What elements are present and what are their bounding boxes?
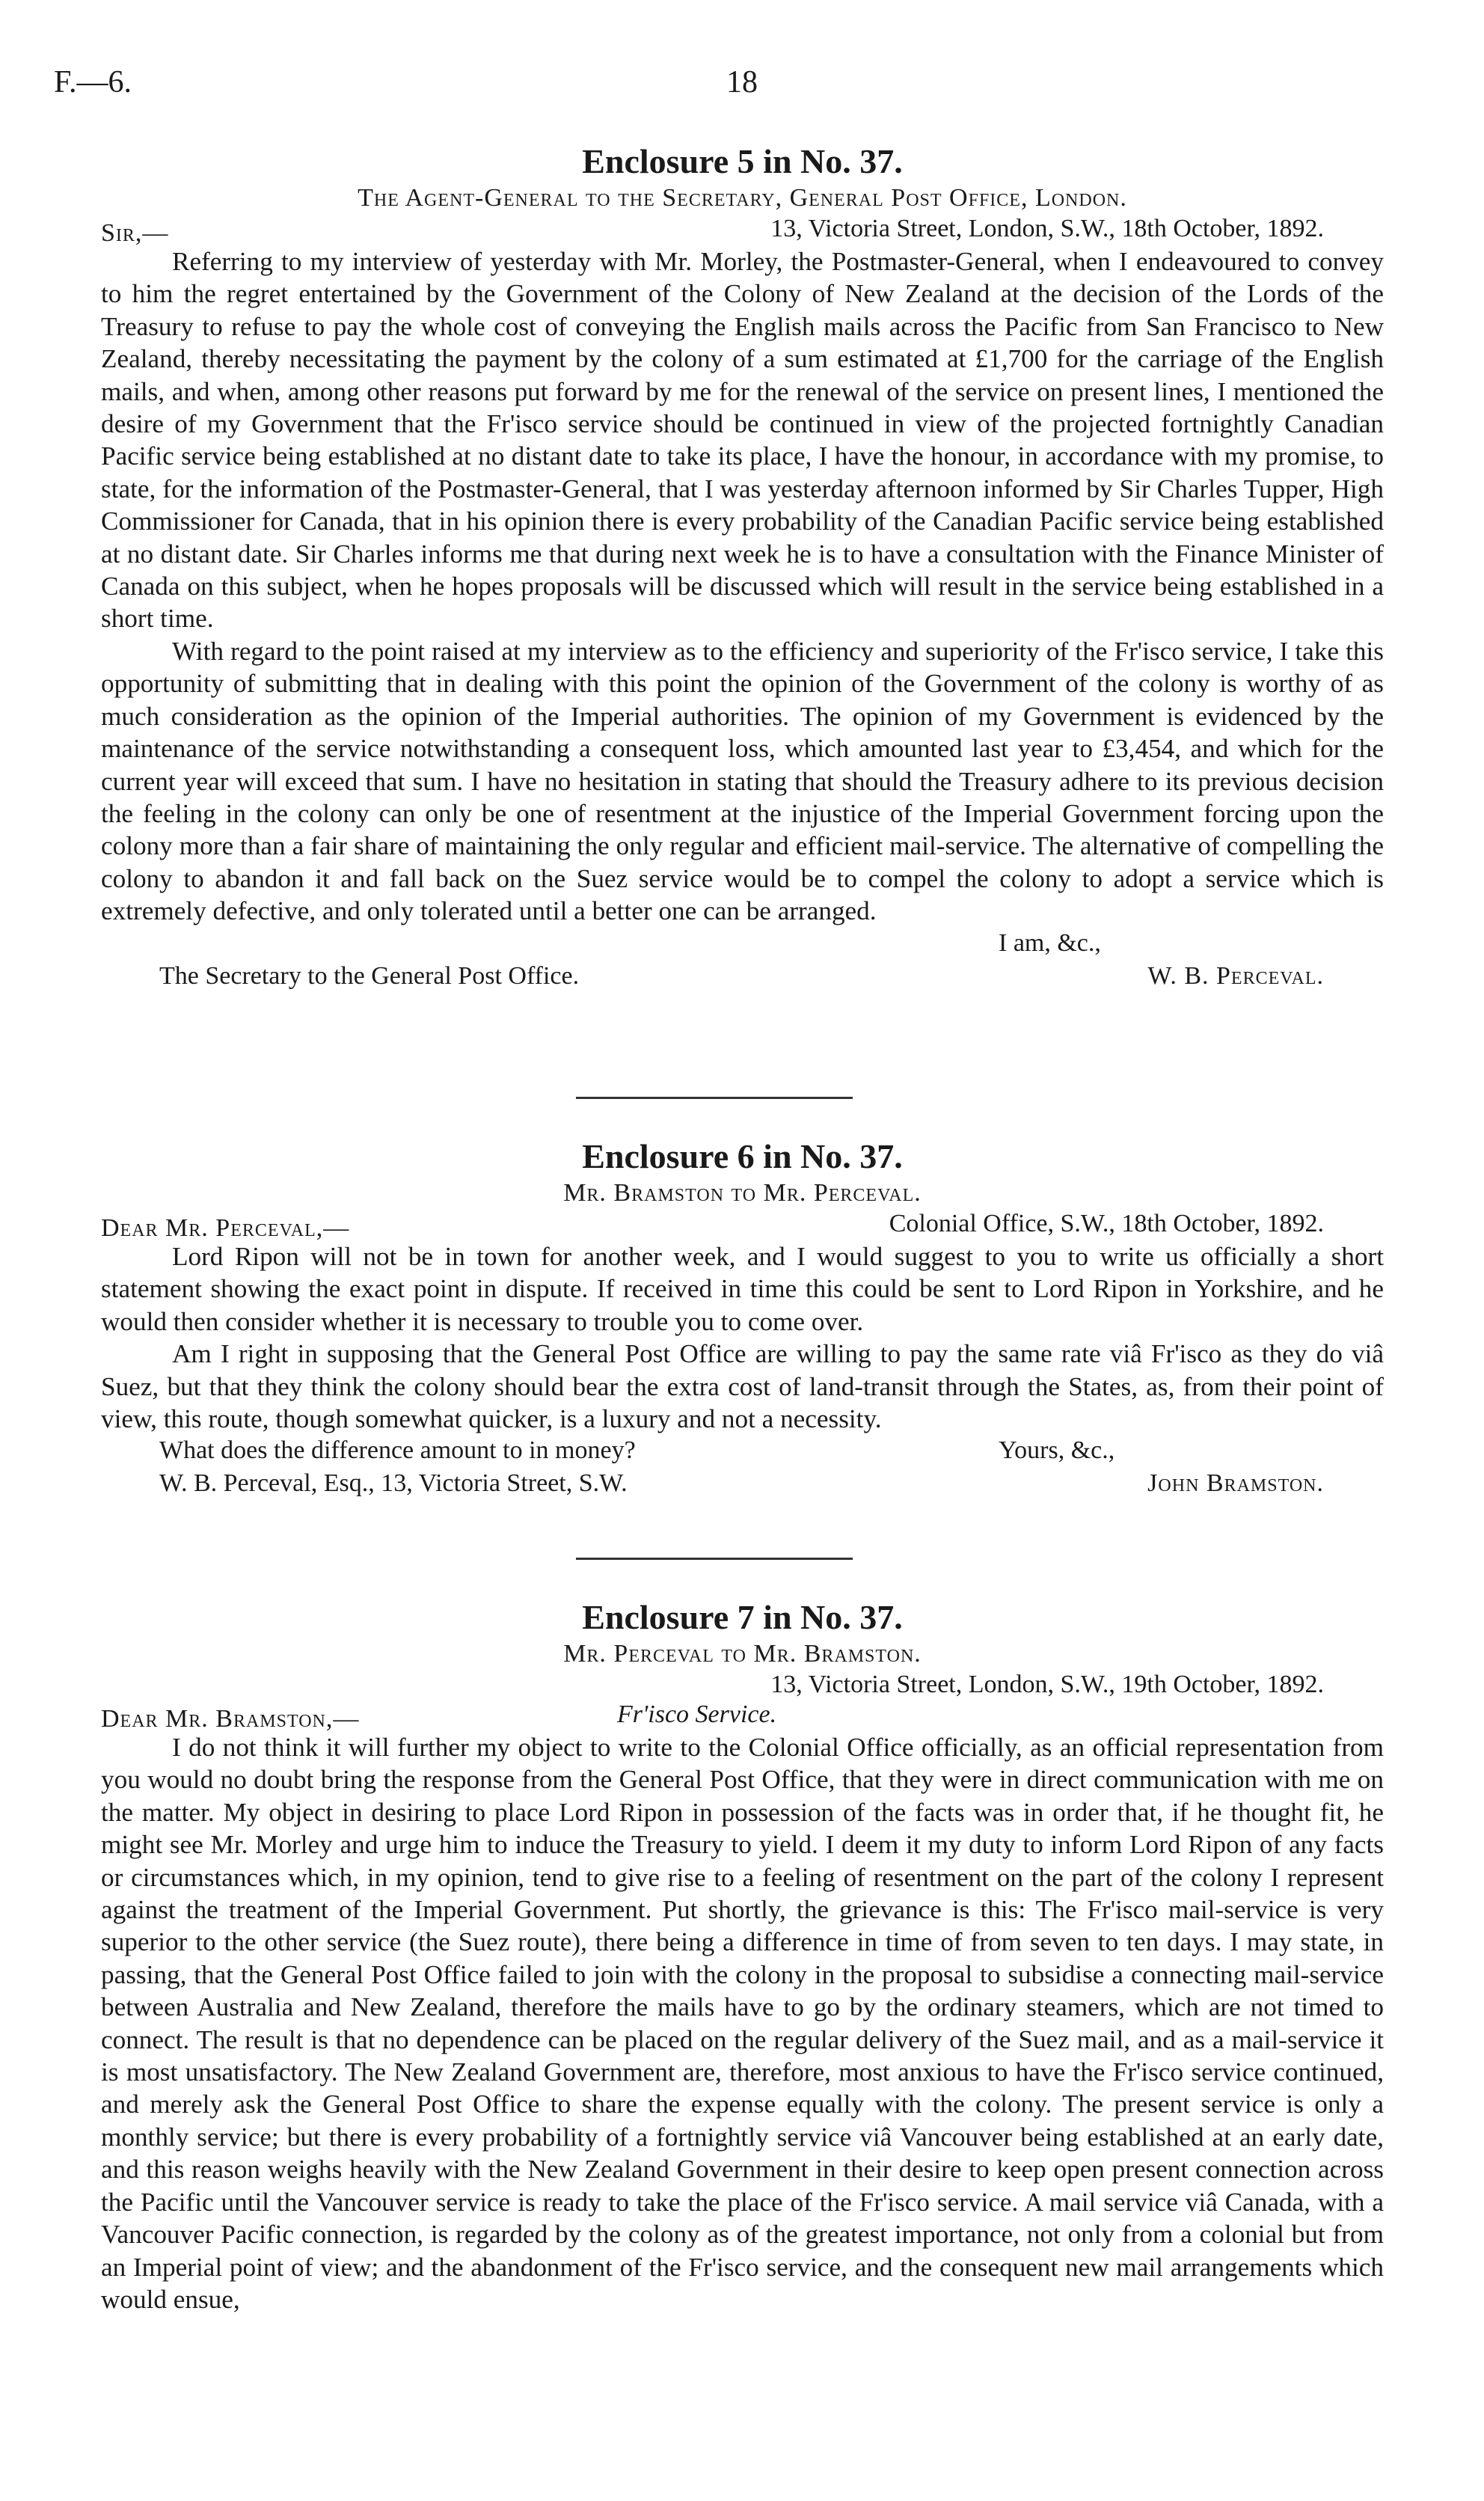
enclosure-5-closing-block	[101, 928, 1384, 994]
enclosure-7-address-line	[101, 1700, 1384, 1731]
enclosure-5-title: Enclosure 5 in No. 37.	[582, 142, 903, 180]
enclosure-5-body	[101, 245, 1384, 928]
page-header	[54, 64, 1430, 109]
enclosure-6-subtitle: Mr. Bramston to Mr. Perceval.	[563, 1179, 922, 1207]
section-divider	[576, 1097, 853, 1099]
enclosure-5-address-line	[101, 214, 1384, 245]
enclosure-5-addressee: The Secretary to the General Post Office.	[159, 961, 580, 990]
enclosure-5-paragraph: With regard to the point raised at my interview as to the efficiency and superiority of the Fr'isco service, I take this opportunity of submitting that in dealing with this point the opinion of the Government of the colony is worthy of as much consideration as the opinion of the Imperial authorities. The opinion of my Government is evidenced by the maintenance of the service notwithstanding a consequent loss, which amounted last year to £3,454, and which for the current year will exceed that sum. I have no hesitation in stating that should the Treasury adhere to its previous decision the feeling in the colony can only be one of resentment at the injustice of the Imperial Government forcing upon the colony more than a fair share of maintaining the only regular and efficient mail-service. The alternative of compelling the colony to abandon it and fall back on the Suez service would be to compel the colony to adopt a service which is extremely defective, and only tolerated until a better one can be arranged.	[101, 636, 1384, 926]
enclosure-6-place-date: Colonial Office, S.W., 18th October, 1892.	[889, 1210, 1324, 1237]
page-number: 18	[726, 65, 758, 100]
enclosure-5	[101, 141, 1384, 994]
enclosure-7-body	[101, 1731, 1384, 2315]
enclosure-5-salutation: Sir,—	[101, 219, 169, 247]
enclosure-6-addressee: W. B. Perceval, Esq., 13, Victoria Street, S.W.	[159, 1469, 628, 1498]
enclosure-6-signature: John Bramston.	[1147, 1469, 1324, 1498]
enclosure-7-salutation: Dear Mr. Bramston,—	[101, 1705, 360, 1733]
enclosure-6-closing-block	[101, 1435, 1384, 1501]
enclosure-7-place-date: 13, Victoria Street, London, S.W., 19th October, 1892.	[770, 1671, 1324, 1698]
enclosure-5-subtitle: The Agent-General to the Secretary, General Post Office, London.	[358, 184, 1127, 212]
enclosure-7-paragraph: I do not think it will further my object to write to the Colonial Office officially, as an official representation from you would no doubt bring the response from the General Post Office, that they were in direct communication with me on the matter. My object in desiring to place Lord Ripon in possession of the facts was in order that, if he thought fit, he might see Mr. Morley and urge him to induce the Treasury to yield. I deem it my duty to inform Lord Ripon of any facts or circumstances which, in my opinion, tend to give rise to a feeling of resentment on the part of the colony I represent against the treatment of the Imperial Government. Put shortly, the grievance is this: The Fr'isco mail-service is very superior to the other service (the Suez route), there being a difference in time of from seven to ten days. I may state, in passing, that the General Post Office failed to join with the colony in the proposal to subsidise a connecting mail-service between Australia and New Zealand, therefore the mails have to go by the ordinary steamers, which are not timed to connect. The result is that no dependence can be placed on the regular delivery of the Suez mail, and as a mail-service it is most unsatisfactory. The New Zealand Government are, therefore, most anxious to have the Fr'isco service continued, and merely ask the General Post Office to share the expense equally with the colony. The present service is only a monthly service; but there is every probability of a fortnightly service viâ Vancouver being established at an early date, and this reason weighs heavily with the New Zealand Government in their desire to keep open present connection across the Pacific until the Vancouver service is ready to take the place of the Fr'isco service. A mail service viâ Canada, with a Vancouver Pacific connection, is regarded by the colony as of the greatest importance, not only from a colonial but from an Imperial point of view; and the abandonment of the Fr'isco service, and the consequent new mail arrangements which would ensue,	[101, 1733, 1384, 2314]
enclosure-7	[101, 1597, 1384, 2315]
enclosure-7-subtitle: Mr. Perceval to Mr. Bramston.	[563, 1640, 922, 1668]
enclosure-6-body	[101, 1240, 1384, 1435]
enclosure-6-paragraph: Am I right in supposing that the General Post Office are willing to pay the same rate viâ Fr'isco as they do viâ Suez, but that they think the colony should bear the extra cost of land-transit through the States, as, from their point of view, this route, though somewhat quicker, is a luxury and not a necessity.	[101, 1339, 1384, 1434]
document-reference: F.—6.	[54, 65, 132, 100]
enclosure-5-signature: W. B. Perceval.	[1147, 961, 1324, 990]
section-divider	[576, 1558, 853, 1560]
enclosure-6-paragraph: Lord Ripon will not be in town for another week, and I would suggest to you to write us officially a short statement showing the exact point in dispute. If received in time this could be sent to Lord Ripon in Yorkshire, and he would then consider whether it is necessary to trouble you to come over.	[101, 1242, 1384, 1336]
enclosure-7-title: Enclosure 7 in No. 37.	[582, 1598, 903, 1636]
enclosure-5-closing: I am, &c.,	[999, 928, 1101, 957]
enclosure-6-salutation: Dear Mr. Perceval,—	[101, 1214, 350, 1242]
enclosure-5-paragraph: Referring to my interview of yesterday with Mr. Morley, the Postmaster-General, when I endeavoured to convey to him the regret entertained by the Government of the Colony of New Zealand at the decision of the Lords of the Treasury to refuse to pay the whole cost of conveying the English mails across the Pacific from San Francisco to New Zealand, thereby necessitating the payment by the colony of a sum estimated at £1,700 for the carriage of the English mails, and when, among other reasons put forward by me for the renewal of the service on present lines, I mentioned the desire of my Government that the Fr'isco service should be continued in view of the projected fortnightly Canadian Pacific service being established at no distant date to take its place, I have the honour, in accordance with my promise, to state, for the information of the Postmaster-General, that I was yesterday afternoon informed by Sir Charles Tupper, High Commissioner for Canada, that in his opinion there is every probability of the Canadian Pacific service being established at no distant date. Sir Charles informs me that during next week he is to have a consultation with the Finance Minister of Canada on this subject, when he hopes proposals will be discussed which will result in the service being established in a short time.	[101, 247, 1384, 634]
enclosure-6-address-line	[101, 1209, 1384, 1240]
enclosure-6	[101, 1136, 1384, 1501]
enclosure-6-last-line: What does the difference amount to in money?	[159, 1436, 636, 1465]
enclosure-5-place-date: 13, Victoria Street, London, S.W., 18th October, 1892.	[770, 215, 1324, 242]
enclosure-6-closing: Yours, &c.,	[999, 1436, 1115, 1465]
enclosure-6-title: Enclosure 6 in No. 37.	[582, 1137, 903, 1175]
enclosure-7-subject: Fr'isco Service.	[617, 1701, 777, 1728]
